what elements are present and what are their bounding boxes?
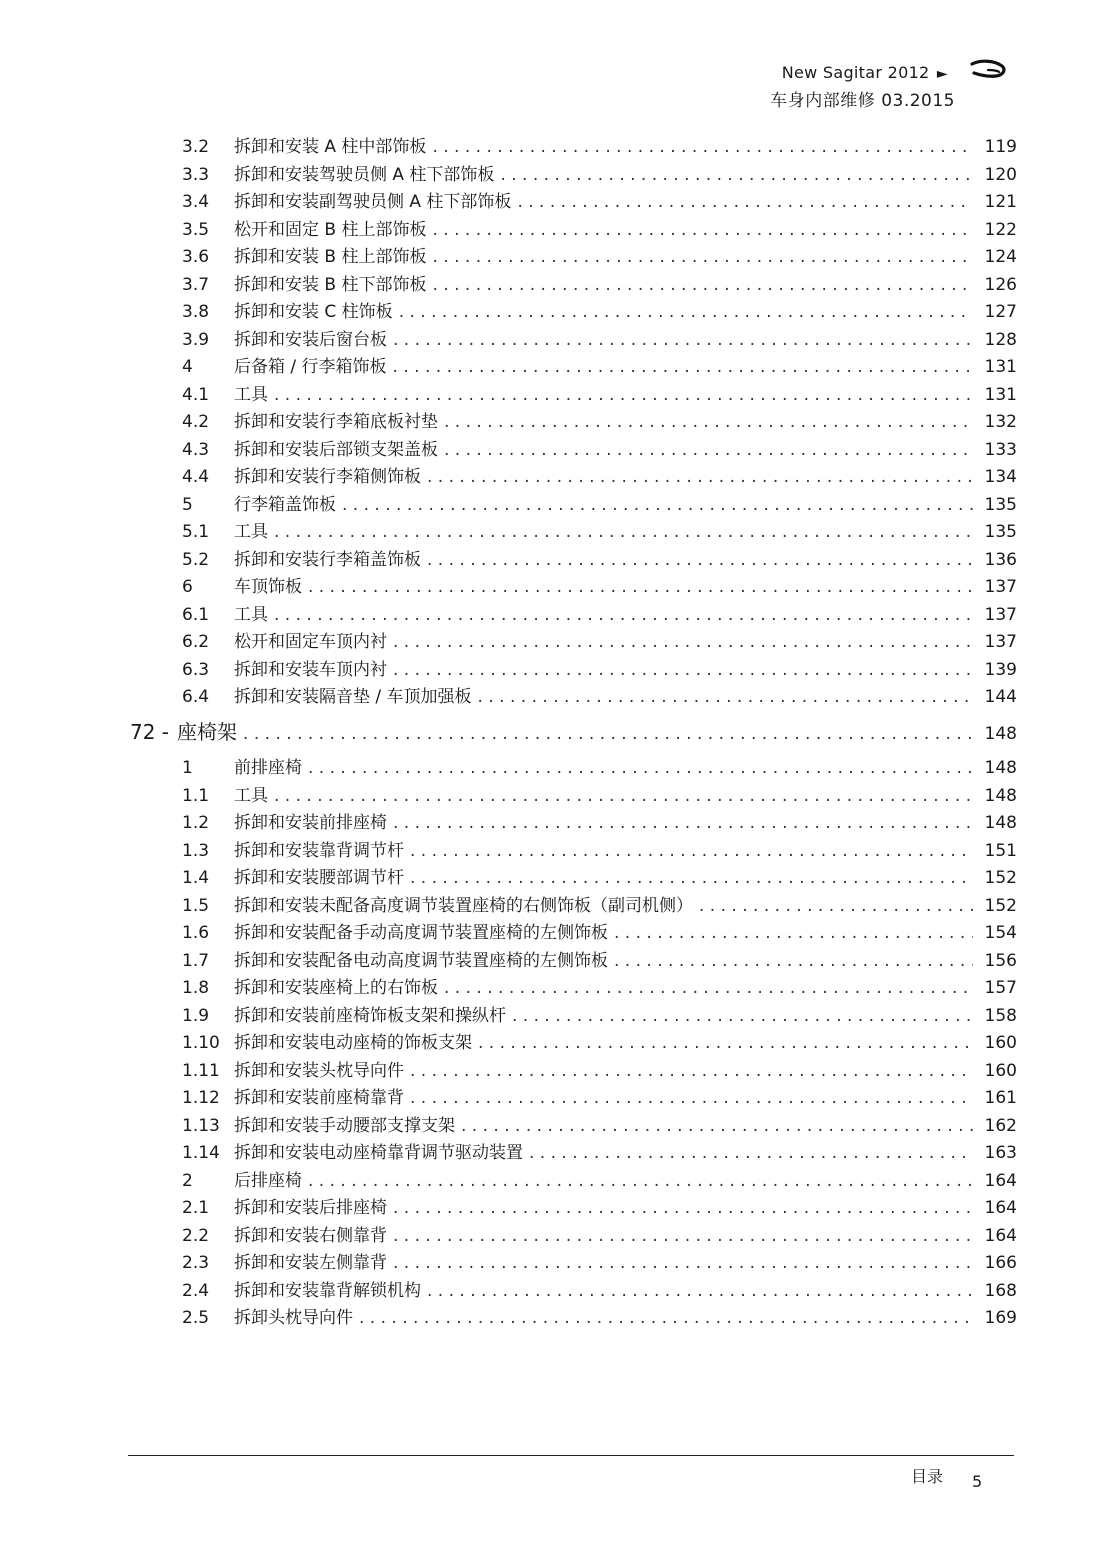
- toc-entry-page: 156: [984, 951, 1017, 971]
- dot-leader: [274, 383, 973, 407]
- toc-entry-title: 工具: [234, 605, 268, 625]
- toc-entry[interactable]: [182, 1086, 1017, 1110]
- toc-entry-title: 拆卸和安装前座椅靠背: [234, 1088, 404, 1108]
- toc-entry-page: 148: [984, 758, 1017, 778]
- toc-entry-page: 154: [984, 923, 1017, 943]
- toc-entry[interactable]: [182, 438, 1017, 462]
- toc-entry-page: 164: [984, 1226, 1017, 1246]
- toc-entry-number: 2.2: [182, 1226, 210, 1246]
- toc-entry-title: 拆卸和安装靠背解锁机构: [234, 1281, 421, 1301]
- toc-entry-title: 拆卸和安装 C 柱饰板: [234, 302, 393, 322]
- toc-entry-title: 拆卸和安装后窗台板: [234, 330, 387, 350]
- toc-entry[interactable]: [182, 328, 1017, 352]
- toc-entry-number: 1.11: [182, 1061, 220, 1081]
- toc-entry-number: 3.9: [182, 330, 210, 350]
- toc-entry-number: 4.4: [182, 467, 210, 487]
- dot-leader: [478, 685, 973, 709]
- toc-entry-title: 拆卸和安装配备手动高度调节装置座椅的左侧饰板: [234, 923, 608, 943]
- toc-entry-title: 松开和固定车顶内衬: [234, 632, 387, 652]
- toc-entry-number: 1.1: [182, 786, 210, 806]
- chapter-page: 148: [984, 724, 1017, 744]
- toc-entry-title: 拆卸和安装前排座椅: [234, 813, 387, 833]
- dot-leader: [512, 1004, 973, 1028]
- toc-entry-title: 拆卸和安装右侧靠背: [234, 1226, 387, 1246]
- dot-leader: [529, 1141, 973, 1165]
- toc-entry-page: 144: [984, 687, 1017, 707]
- toc-entry-number: 4: [182, 357, 193, 377]
- toc-entry-title: 松开和固定 B 柱上部饰板: [234, 220, 427, 240]
- toc-entry[interactable]: [182, 355, 1017, 379]
- toc-entry-page: 148: [984, 786, 1017, 806]
- toc-entry-page: 120: [984, 165, 1017, 185]
- toc-entry[interactable]: [182, 1224, 1017, 1248]
- toc-entry-title: 拆卸和安装腰部调节杆: [234, 868, 404, 888]
- toc-entry-number: 2.5: [182, 1308, 210, 1328]
- toc-entry[interactable]: [182, 866, 1017, 890]
- dot-leader: [699, 894, 973, 918]
- dot-leader: [444, 410, 973, 434]
- dot-leader: [274, 520, 973, 544]
- toc-entry-title: 拆卸和安装左侧靠背: [234, 1253, 387, 1273]
- toc-entry[interactable]: [182, 658, 1017, 682]
- toc-entry-page: 137: [984, 577, 1017, 597]
- footer-label: 目录: [911, 1467, 944, 1486]
- toc-entry-title: 拆卸和安装 B 柱下部饰板: [234, 275, 427, 295]
- toc-entry-title: 后备箱 / 行李箱饰板: [234, 357, 387, 377]
- toc-entry-title: 拆卸和安装副驾驶员侧 A 柱下部饰板: [234, 192, 512, 212]
- toc-entry-number: 3.2: [182, 137, 210, 157]
- right-arrow-icon: ►: [936, 66, 948, 82]
- toc-entry[interactable]: [182, 1059, 1017, 1083]
- toc-entry-number: 1.10: [182, 1033, 220, 1053]
- toc-entry[interactable]: [182, 300, 1017, 324]
- toc-entry-page: 124: [984, 247, 1017, 267]
- dot-leader: [393, 1251, 973, 1275]
- toc-entry[interactable]: [182, 575, 1017, 599]
- toc-entry-page: 160: [984, 1033, 1017, 1053]
- toc-entry-title: 行李箱盖饰板: [234, 495, 336, 515]
- toc-entry[interactable]: [182, 548, 1017, 572]
- toc-entry[interactable]: [182, 685, 1017, 709]
- toc-entry-page: 169: [984, 1308, 1017, 1328]
- toc-entry[interactable]: [182, 410, 1017, 434]
- toc-entry[interactable]: [182, 1031, 1017, 1055]
- toc-entry-title: 工具: [234, 786, 268, 806]
- toc-entry-page: 119: [984, 137, 1017, 157]
- toc-entry-title: 拆卸和安装 A 柱中部饰板: [234, 137, 427, 157]
- toc-entry-number: 1.6: [182, 923, 210, 943]
- page-number: 5: [972, 1472, 983, 1491]
- dot-leader: [308, 756, 973, 780]
- toc-entry-title: 拆卸和安装 B 柱上部饰板: [234, 247, 427, 267]
- toc-entry[interactable]: [182, 218, 1017, 242]
- toc-entry-page: 132: [984, 412, 1017, 432]
- toc-entry-number: 6.4: [182, 687, 210, 707]
- toc-entry-title: 车顶饰板: [234, 577, 302, 597]
- toc-entry-page: 157: [984, 978, 1017, 998]
- toc-entry-page: 127: [984, 302, 1017, 322]
- toc-entry-number: 6.2: [182, 632, 210, 652]
- toc-entry[interactable]: [182, 921, 1017, 945]
- dot-leader: [432, 135, 973, 159]
- toc-entry-page: 139: [984, 660, 1017, 680]
- toc-entry[interactable]: [182, 1141, 1017, 1165]
- toc-entry[interactable]: [182, 630, 1017, 654]
- toc-entry-page: 122: [984, 220, 1017, 240]
- dot-leader: [274, 603, 973, 627]
- chapter-title: 座椅架: [177, 720, 238, 744]
- toc-entry[interactable]: [182, 811, 1017, 835]
- toc-entry-title: 后排座椅: [234, 1171, 302, 1191]
- toc-entry-title: 工具: [234, 522, 268, 542]
- toc-entry[interactable]: [182, 465, 1017, 489]
- toc-entry-page: 164: [984, 1198, 1017, 1218]
- toc-entry-number: 3.8: [182, 302, 210, 322]
- brand-logo-icon: [968, 58, 1008, 82]
- dot-leader: [427, 548, 973, 572]
- toc-entry[interactable]: [182, 894, 1017, 918]
- toc-entry-title: 拆卸和安装后部锁支架盖板: [234, 440, 438, 460]
- toc-entry-page: 166: [984, 1253, 1017, 1273]
- toc-entry-page: 133: [984, 440, 1017, 460]
- dot-leader: [614, 949, 973, 973]
- toc-entry-number: 2.3: [182, 1253, 210, 1273]
- toc-entry-page: 121: [984, 192, 1017, 212]
- toc-entry-number: 4.1: [182, 385, 210, 405]
- dot-leader: [427, 1279, 973, 1303]
- toc-entry-number: 5.2: [182, 550, 210, 570]
- dot-leader: [393, 1196, 973, 1220]
- toc-entry-number: 5.1: [182, 522, 210, 542]
- toc-entry-number: 3.7: [182, 275, 210, 295]
- toc-entry-number: 1.13: [182, 1116, 220, 1136]
- toc-entry-title: 拆卸和安装行李箱侧饰板: [234, 467, 421, 487]
- toc-entry-number: 6.1: [182, 605, 210, 625]
- toc-entry-page: 164: [984, 1171, 1017, 1191]
- toc-entry-page: 126: [984, 275, 1017, 295]
- toc-entry[interactable]: [182, 520, 1017, 544]
- toc-entry[interactable]: [182, 190, 1017, 214]
- dot-leader: [393, 1224, 973, 1248]
- toc-entry[interactable]: [182, 135, 1017, 159]
- header-subtitle: 车身内部维修 03.2015: [770, 91, 955, 111]
- dot-leader: [359, 1306, 973, 1330]
- toc-entry-title: 拆卸和安装车顶内衬: [234, 660, 387, 680]
- toc-entry-title: 拆卸和安装座椅上的右饰板: [234, 978, 438, 998]
- toc-entry-number: 1.3: [182, 841, 210, 861]
- toc-entry-number: 3.3: [182, 165, 210, 185]
- dot-leader: [410, 1059, 973, 1083]
- dot-leader: [410, 1086, 973, 1110]
- toc-entry-page: 137: [984, 632, 1017, 652]
- toc-entry-number: 1.14: [182, 1143, 220, 1163]
- toc-entry[interactable]: [182, 1114, 1017, 1138]
- dot-leader: [410, 866, 973, 890]
- toc-entry[interactable]: [182, 1306, 1017, 1330]
- toc-entry-page: 162: [984, 1116, 1017, 1136]
- toc-entry-page: 137: [984, 605, 1017, 625]
- toc-entry[interactable]: [182, 976, 1017, 1000]
- toc-entry-title: 拆卸和安装前座椅饰板支架和操纵杆: [234, 1006, 506, 1026]
- toc-entry-title: 拆卸和安装配备电动高度调节装置座椅的左侧饰板: [234, 951, 608, 971]
- dot-leader: [393, 811, 973, 835]
- toc-entry[interactable]: [182, 1251, 1017, 1275]
- toc-entry[interactable]: [182, 1169, 1017, 1193]
- toc-entry-number: 1: [182, 758, 193, 778]
- toc-entry-title: 拆卸和安装行李箱盖饰板: [234, 550, 421, 570]
- toc-entry-number: 6: [182, 577, 193, 597]
- toc-entry[interactable]: [182, 245, 1017, 269]
- toc-entry[interactable]: [182, 839, 1017, 863]
- dot-leader: [427, 465, 973, 489]
- dot-leader: [444, 976, 973, 1000]
- toc-entry[interactable]: [182, 383, 1017, 407]
- toc-entry-title: 拆卸和安装行李箱底板衬垫: [234, 412, 438, 432]
- toc-entry-number: 1.2: [182, 813, 210, 833]
- footer-rule: [128, 1455, 1014, 1456]
- toc-entry-number: 1.4: [182, 868, 210, 888]
- toc-entry-title: 拆卸和安装手动腰部支撑支架: [234, 1116, 455, 1136]
- toc-entry[interactable]: [182, 273, 1017, 297]
- toc-entry-number: 1.12: [182, 1088, 220, 1108]
- toc-entry-number: 1.5: [182, 896, 210, 916]
- dot-leader: [517, 190, 973, 214]
- toc-entry-number: 4.2: [182, 412, 210, 432]
- toc-entry-title: 拆卸头枕导向件: [234, 1308, 353, 1328]
- dot-leader: [432, 218, 973, 242]
- toc-entry[interactable]: [182, 784, 1017, 808]
- dot-leader: [432, 273, 973, 297]
- toc-entry[interactable]: [182, 163, 1017, 187]
- toc-entry-number: 2: [182, 1171, 193, 1191]
- header-model-text: New Sagitar 2012: [781, 63, 930, 82]
- toc-entry-number: 1.9: [182, 1006, 210, 1026]
- toc-entry-number: 2.1: [182, 1198, 210, 1218]
- toc-entry[interactable]: [182, 1004, 1017, 1028]
- toc-entry-title: 拆卸和安装电动座椅靠背调节驱动装置: [234, 1143, 523, 1163]
- toc-entry-page: 152: [984, 868, 1017, 888]
- toc-entry-title: 拆卸和安装驾驶员侧 A 柱下部饰板: [234, 165, 495, 185]
- toc-entry-number: 4.3: [182, 440, 210, 460]
- toc-entry-page: 152: [984, 896, 1017, 916]
- dot-leader: [393, 328, 973, 352]
- chapter-number: 72 -: [130, 720, 170, 744]
- toc-entry-page: 134: [984, 467, 1017, 487]
- dot-leader: [614, 921, 973, 945]
- toc-entry-page: 151: [984, 841, 1017, 861]
- dot-leader: [399, 300, 973, 324]
- toc-entry-page: 135: [984, 495, 1017, 515]
- toc-entry-number: 6.3: [182, 660, 210, 680]
- toc-entry[interactable]: [182, 1196, 1017, 1220]
- toc-entry-number: 1.8: [182, 978, 210, 998]
- toc-entry[interactable]: [182, 493, 1017, 517]
- toc-entry-page: 135: [984, 522, 1017, 542]
- toc-entry-title: 拆卸和安装未配备高度调节装置座椅的右侧饰板（副司机侧）: [234, 896, 693, 916]
- toc-entry-title: 拆卸和安装电动座椅的饰板支架: [234, 1033, 472, 1053]
- toc-entry-title: 拆卸和安装后排座椅: [234, 1198, 387, 1218]
- toc-entry-page: 131: [984, 385, 1017, 405]
- toc-entry-title: 前排座椅: [234, 758, 302, 778]
- toc-entry-page: 160: [984, 1061, 1017, 1081]
- dot-leader: [342, 493, 973, 517]
- toc-entry-number: 2.4: [182, 1281, 210, 1301]
- dot-leader: [308, 1169, 973, 1193]
- dot-leader: [478, 1031, 973, 1055]
- toc-entry-title: 拆卸和安装头枕导向件: [234, 1061, 404, 1081]
- toc-entry-number: 3.5: [182, 220, 210, 240]
- toc-entry-title: 拆卸和安装隔音垫 / 车顶加强板: [234, 687, 472, 707]
- dot-leader: [432, 245, 973, 269]
- toc-entry-page: 163: [984, 1143, 1017, 1163]
- dot-leader: [308, 575, 973, 599]
- toc-entry[interactable]: [182, 756, 1017, 780]
- dot-leader: [243, 720, 973, 748]
- toc-entry[interactable]: [182, 949, 1017, 973]
- toc-entry-page: 161: [984, 1088, 1017, 1108]
- toc-entry-title: 拆卸和安装靠背调节杆: [234, 841, 404, 861]
- dot-leader: [500, 163, 973, 187]
- dot-leader: [410, 839, 973, 863]
- dot-leader: [393, 658, 973, 682]
- toc-entry-number: 5: [182, 495, 193, 515]
- toc-entry-page: 128: [984, 330, 1017, 350]
- toc-entry-page: 148: [984, 813, 1017, 833]
- toc-entry-page: 158: [984, 1006, 1017, 1026]
- dot-leader: [444, 438, 973, 462]
- dot-leader: [393, 630, 973, 654]
- toc-entry[interactable]: [182, 603, 1017, 627]
- chapter-heading[interactable]: [130, 718, 1017, 746]
- toc-entry-number: 3.4: [182, 192, 210, 212]
- toc-entry-page: 131: [984, 357, 1017, 377]
- toc-entry-number: 1.7: [182, 951, 210, 971]
- toc-entry-title: 工具: [234, 385, 268, 405]
- toc-entry-page: 168: [984, 1281, 1017, 1301]
- toc-entry-page: 136: [984, 550, 1017, 570]
- dot-leader: [393, 355, 973, 379]
- toc-entry-number: 3.6: [182, 247, 210, 267]
- dot-leader: [461, 1114, 973, 1138]
- header-model: [782, 63, 948, 82]
- dot-leader: [274, 784, 973, 808]
- toc-entry[interactable]: [182, 1279, 1017, 1303]
